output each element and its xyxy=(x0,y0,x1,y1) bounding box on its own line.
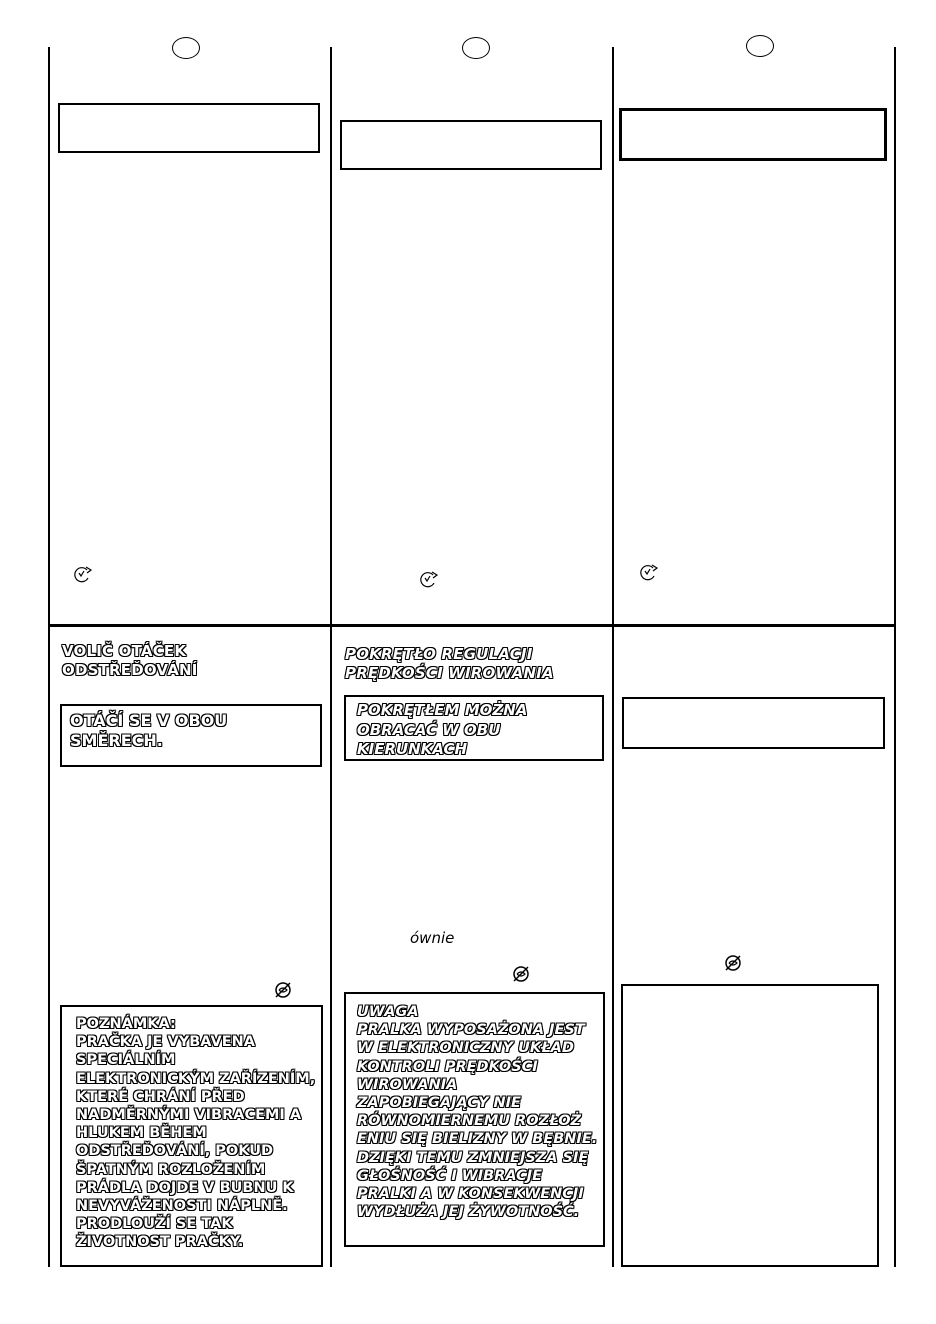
timer-arrow-icon xyxy=(638,563,660,583)
top-box-col1 xyxy=(58,103,320,153)
column-divider-left xyxy=(48,47,50,1267)
note-box-cz: POZNÁMKA: PRAČKA JE VYBAVENA SPECIÁLNÍM ELEKTRONICKÝM ZAŘÍZENÍM, KTERÉ CHRÁNÍ PŘED NADMĚRNÝMI VIBRACEMI A HLUKEM BĚHEM ODSTŘEĎOVÁNÍ, POKUD ŠPATNÝM ROZLOŽENÍM PRÁDLA DOJDE V BUBNU K NEVYVÁŽENOSTI NÁPLNĚ. PRODLOUŽÍ SE TAK ŽIVOTNOST PRAČKY. xyxy=(60,1005,323,1267)
spin-crossed-icon xyxy=(272,980,294,1000)
text-fragment: ównie xyxy=(410,929,455,947)
column-divider-middle-1 xyxy=(330,47,332,1267)
spin-crossed-icon xyxy=(510,964,532,984)
spin-selector-heading-cz: VOLIČ OTÁČEK ODSTŘEĎOVÁNÍ xyxy=(62,642,198,679)
rotation-box-col3 xyxy=(622,697,885,749)
language-badge-col3 xyxy=(746,35,774,57)
timer-arrow-icon xyxy=(418,570,440,590)
column-divider-middle-2 xyxy=(612,47,614,1267)
top-box-col3 xyxy=(619,108,887,161)
rotation-box-cz: OTÁČÍ SE V OBOU SMĚRECH. xyxy=(60,704,322,767)
note-box-col3 xyxy=(621,984,879,1267)
spin-crossed-icon xyxy=(722,953,744,973)
spin-selector-heading-pl: POKRĘTŁO REGULACJI PRĘDKOŚCI WIROWANIA xyxy=(345,645,554,682)
section-divider xyxy=(48,624,895,627)
column-divider-right xyxy=(894,47,896,1267)
note-box-pl: UWAGA PRALKA WYPOSAŻONA JEST W ELEKTRONICZNY UKŁAD KONTROLI PRĘDKOŚCI WIROWANIA ZAPOBIEGAJĄCY NIE RÓWNOMIERNEMU ROZŁOŻ ENIU SIĘ BIELIZNY W BĘBNIE. DZIĘKI TEMU ZMNIEJSZA SIĘ GŁOŚNOŚĆ I WIBRACJE PRALKI A W KONSEKWENCJI WYDŁUŻA JEJ ŻYWOTNOŚĆ. xyxy=(344,992,605,1247)
language-badge-col2 xyxy=(462,37,490,59)
top-box-col2 xyxy=(340,120,602,170)
rotation-box-pl: POKRĘTŁEM MOŻNA OBRACAĆ W OBU KIERUNKACH xyxy=(344,695,604,761)
timer-arrow-icon xyxy=(72,565,94,585)
language-badge-col1 xyxy=(172,37,200,59)
